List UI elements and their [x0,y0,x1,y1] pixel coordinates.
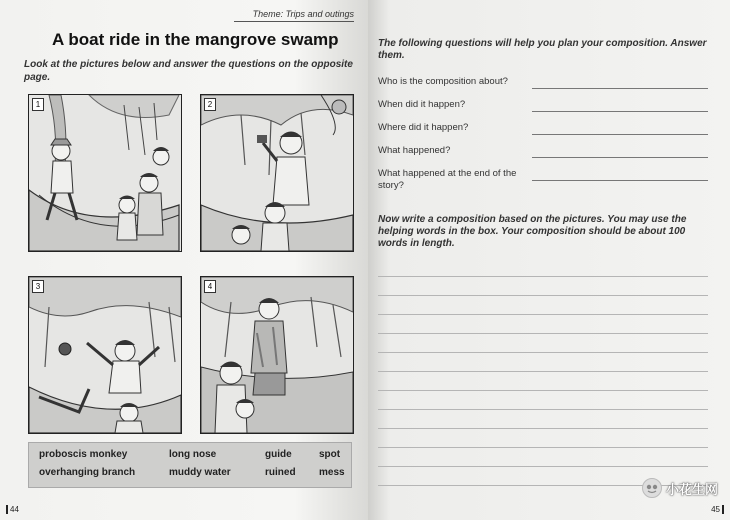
panel-2-illustration [201,95,353,251]
helping-word: mess [319,467,345,478]
writing-line[interactable] [378,409,708,410]
writing-line[interactable] [378,428,708,429]
picture-panel-2 [200,94,354,252]
answer-line-where[interactable] [532,134,708,135]
panel-3-illustration [29,277,181,433]
answer-line-end[interactable] [532,180,708,181]
writing-line[interactable] [378,352,708,353]
answer-line-what[interactable] [532,157,708,158]
question-end: What happened at the end of the story? [378,168,517,191]
helping-word: guide [265,449,292,460]
picture-panel-1 [28,94,182,252]
question-where: Where did it happen? [378,122,469,133]
watermark [642,478,718,498]
picture-instruction: Look at the pictures below and answer the questions on the opposite page. [24,59,353,83]
writing-line[interactable] [378,390,708,391]
answer-line-when[interactable] [532,111,708,112]
panel-1-illustration [29,95,181,251]
helping-words-box [28,442,352,488]
picture-panel-3 [28,276,182,434]
questions-intro: The following questions will help you plan your composition. Answer them. [378,38,707,61]
theme-label: Theme: Trips and outings [234,9,354,22]
panel-number: 1 [32,98,44,111]
helping-word: ruined [265,467,296,478]
watermark-logo-icon [642,478,662,498]
helping-word: proboscis monkey [39,449,128,460]
writing-line[interactable] [378,371,708,372]
writing-line[interactable] [378,314,708,315]
writing-line[interactable] [378,276,708,277]
helping-word: muddy water [169,467,231,478]
writing-line[interactable] [378,447,708,448]
page-title: A boat ride in the mangrove swamp [52,30,339,49]
answer-line-who[interactable] [532,88,708,89]
helping-word: spot [319,449,341,460]
panel-number: 4 [204,280,216,293]
panel-4-illustration [201,277,353,433]
question-what: What happened? [378,145,451,156]
writing-line[interactable] [378,466,708,467]
writing-line[interactable] [378,333,708,334]
watermark-text: 小花生网 [665,482,718,498]
question-when: When did it happen? [378,99,466,110]
picture-panel-4 [200,276,354,434]
question-who: Who is the composition about? [378,76,508,87]
composition-instruction: Now write a composition based on the pictures. You may use the helping words in the box. Your composition should be about 100 words in length. [378,214,687,249]
panel-number: 3 [32,280,44,293]
panel-number: 2 [204,98,216,111]
writing-line[interactable] [378,295,708,296]
right-page [368,0,730,520]
page-number-left: 44 [6,505,19,514]
page-number-right: 45 [711,505,724,514]
helping-word: long nose [169,449,217,460]
helping-word: overhanging branch [39,467,136,478]
